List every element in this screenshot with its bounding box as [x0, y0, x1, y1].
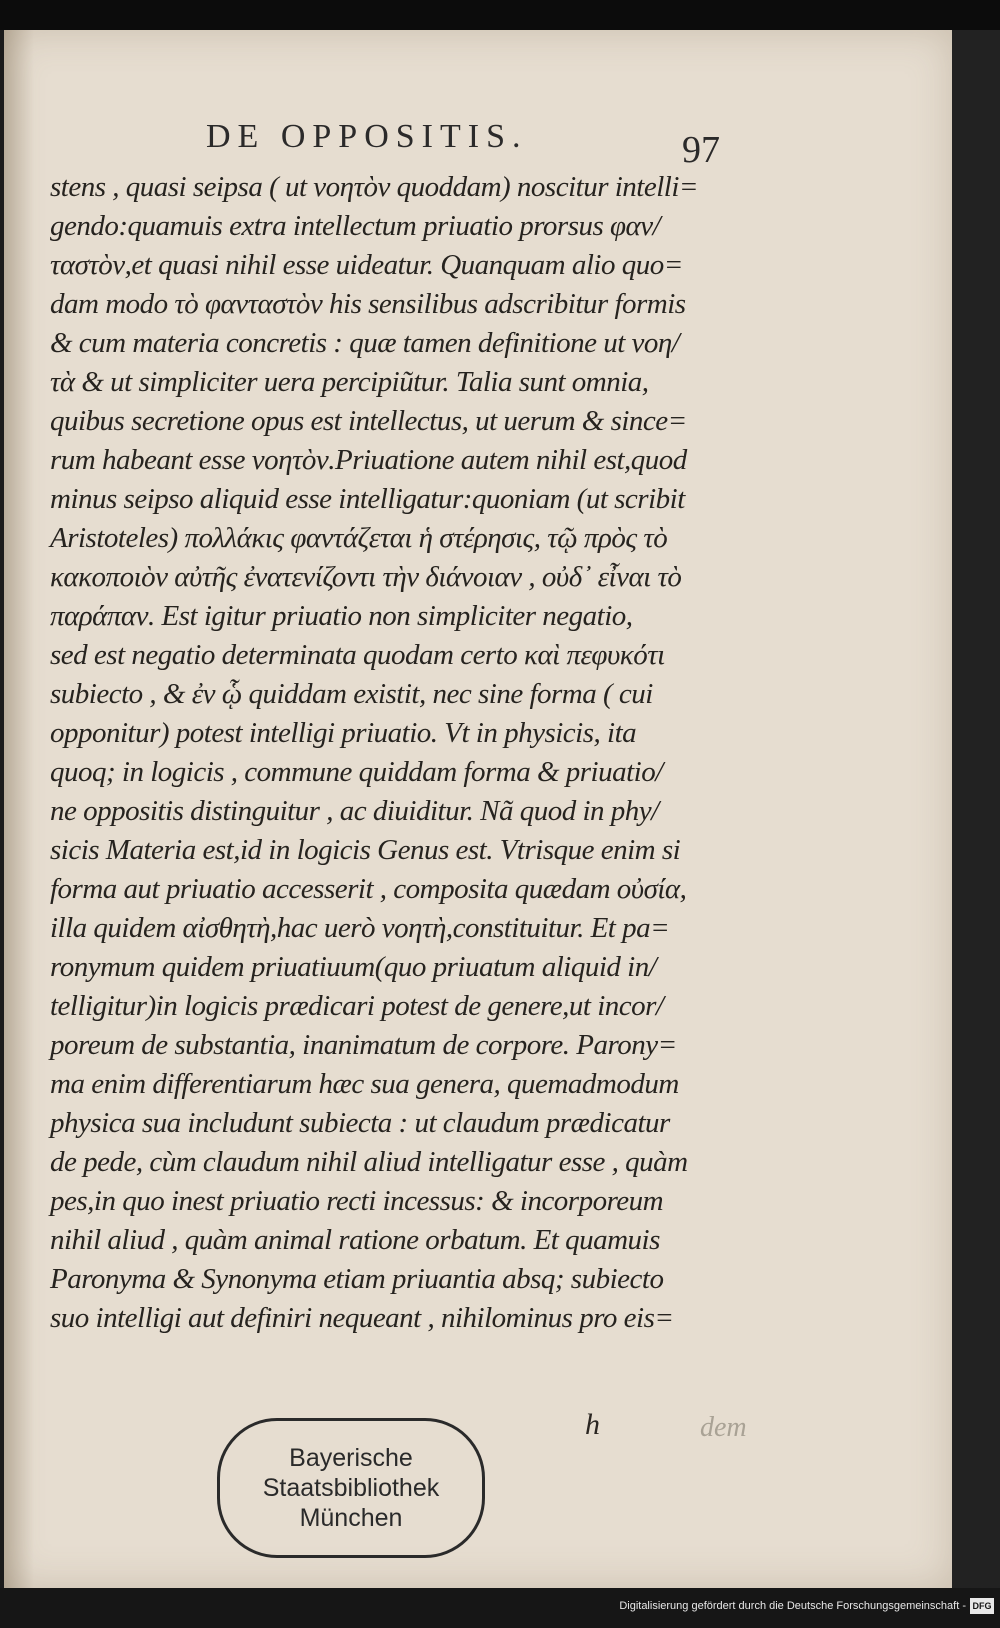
text-line: quibus secretione opus est intellectus, ut uerum & since=: [50, 405, 687, 437]
text-line: Aristoteles) πολλάκις φαντάζεται ἡ στέρησις, τῷ πρὸς τὸ: [50, 522, 668, 554]
stamp-line-3: München: [299, 1504, 403, 1532]
text-line: dam modo τὸ φανταστὸν his sensilibus adscribitur formis: [50, 288, 686, 320]
text-line: suo intelligi aut definiri nequeant , nihilominus pro eis=: [50, 1302, 674, 1334]
catchword: dem: [700, 1412, 747, 1443]
text-line: poreum de substantia, inanimatum de corpore. Parony=: [50, 1029, 677, 1061]
page-number: 97: [682, 129, 720, 171]
text-line: sicis Materia est,id in logicis Genus est. Vtrisque enim si: [50, 834, 681, 866]
text-line: Paronyma & Synonyma etiam priuantia absq; subiecto: [50, 1263, 664, 1295]
text-line: ronymum quidem priuatiuum(quo priuatum aliquid in/: [50, 951, 657, 983]
text-line: rum habeant esse νοητὸν.Priuatione autem nihil est,quod: [50, 444, 687, 476]
digitization-credit: Digitalisierung gefördert durch die Deutsche Forschungsgemeinschaft -: [619, 1600, 966, 1612]
scan-right-border: [952, 30, 1000, 1628]
text-line: & cum materia concretis : quæ tamen definitione ut νοη/: [50, 327, 680, 359]
text-line: pes,in quo inest priuatio recti incessus: & incorporeum: [50, 1185, 664, 1217]
text-line: illa quidem αἰσθητὴ,hac uerò νοητὴ,constituitur. Et pa=: [50, 912, 670, 944]
text-line: de pede, cùm claudum nihil aliud intelligatur esse , quàm: [50, 1146, 688, 1178]
stamp-line-1: Bayerische: [289, 1444, 413, 1472]
text-line: ne oppositis distinguitur , ac diuiditur. Nã quod in phy/: [50, 795, 659, 827]
text-line: physica sua includunt subiecta : ut claudum prædicatur: [50, 1107, 670, 1139]
text-line: τὰ & ut simpliciter uera percipiũtur. Talia sunt omnia,: [50, 366, 649, 398]
text-line: stens , quasi seipsa ( ut νοητὸν quoddam) noscitur intelli=: [50, 171, 698, 203]
text-line: sed est negatio determinata quodam certo καὶ πεφυκότι: [50, 639, 665, 671]
scan-top-border: [0, 0, 1000, 30]
text-line: quoq; in logicis , commune quiddam forma & priuatio/: [50, 756, 663, 788]
running-head: DE OPPOSITIS.: [206, 118, 528, 155]
text-line: opponitur) potest intelligi priuatio. Vt in physicis, ita: [50, 717, 637, 749]
text-line: κακοποιὸν αὐτῆς ἐνατενίζοντι τὴν διάνοιαν , οὐδ᾽ εἶναι τὸ: [50, 561, 682, 593]
signature-mark: h: [585, 1408, 600, 1441]
text-line: forma aut priuatio accesserit , composita quædam οὐσία,: [50, 873, 687, 905]
dfg-logo-icon: DFG: [970, 1598, 994, 1614]
library-stamp: [217, 1418, 485, 1558]
text-line: ma enim differentiarum hæc sua genera, quemadmodum: [50, 1068, 679, 1100]
text-line: subiecto , & ἐν ᾧ quiddam existit, nec sine forma ( cui: [50, 678, 653, 710]
text-line: telligitur)in logicis prædicari potest de genere,ut incor/: [50, 990, 664, 1022]
body-text: [50, 168, 750, 1338]
text-line: minus seipso aliquid esse intelligatur:quoniam (ut scribit: [50, 483, 685, 515]
text-line: ταστὸν,et quasi nihil esse uideatur. Quanquam alio quo=: [50, 249, 683, 281]
text-line: παράπαν. Est igitur priuatio non simpliciter negatio,: [50, 600, 633, 632]
text-line: nihil aliud , quàm animal ratione orbatum. Et quamuis: [50, 1224, 660, 1256]
text-line: gendo:quamuis extra intellectum priuatio prorsus φαν/: [50, 210, 661, 242]
stamp-line-2: Staatsbibliothek: [262, 1474, 440, 1502]
